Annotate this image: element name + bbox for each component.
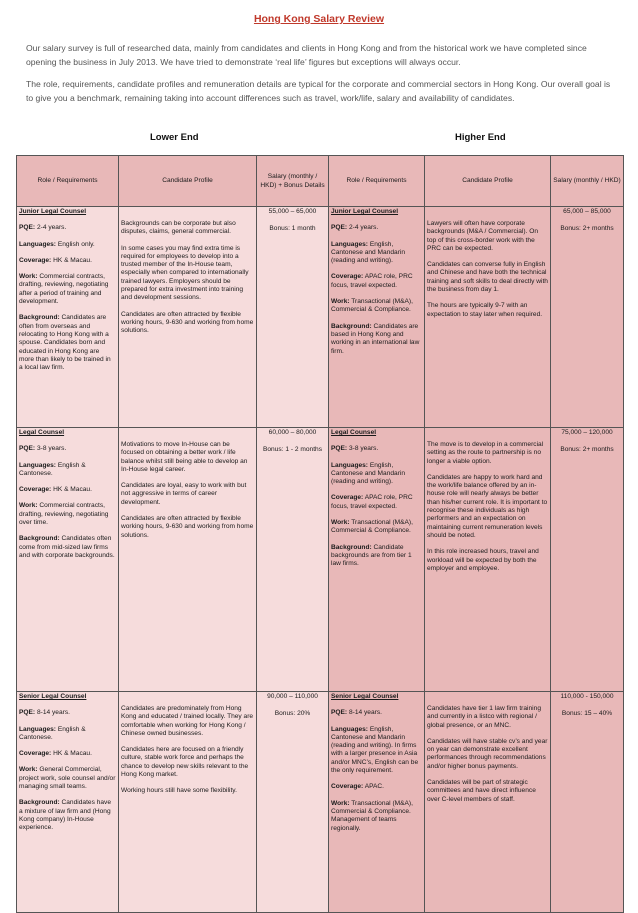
requirement-value: English, Cantonese and Mandarin (reading and writing). <box>331 461 406 486</box>
role-title: Junior Legal Counsel <box>331 208 399 215</box>
requirement-languages <box>331 462 422 487</box>
requirement-label: PQE: <box>331 224 348 232</box>
candidate-profile-cell-higher <box>425 207 551 428</box>
profile-paragraph: Candidates will have stable cv’s and year on year can demonstrate excellent performances through recommendations and/or higher bonus payments. <box>427 737 548 770</box>
bonus-details: Bonus: 2+ months <box>560 225 614 233</box>
role-requirements-cell-higher <box>329 692 425 913</box>
role-requirements-cell-higher <box>329 428 425 692</box>
requirement-label: Work: <box>331 799 350 807</box>
requirement-value: 8-14 years. <box>347 709 382 717</box>
salary-range: 55,000 – 65,000 <box>268 208 317 215</box>
bonus-details: Bonus: 2+ months <box>560 446 614 454</box>
requirement-value: HK & Macau. <box>51 486 92 494</box>
requirement-value: 2-4 years. <box>35 224 67 232</box>
requirement-value: Candidates often come from mid-sized law firms and with corporate backgrounds. <box>19 535 115 559</box>
requirement-work <box>331 519 422 536</box>
role-title: Junior Legal Counsel <box>19 208 87 215</box>
requirement-label: Background: <box>19 535 60 543</box>
page-title: Hong Kong Salary Review <box>253 13 385 25</box>
requirement-languages <box>331 241 422 266</box>
requirement-pqe <box>19 224 116 232</box>
requirement-value: Commercial contracts, drafting, reviewing, negotiating over time. <box>19 502 109 527</box>
bonus-details: Bonus: 15 – 40% <box>561 710 613 718</box>
profile-paragraph: Candidates are often attracted by flexible working hours, 9-630 and working from home solutions. <box>121 515 254 539</box>
profile-paragraph: The hours are typically 9-7 with an expectation to stay later when required. <box>427 302 543 318</box>
requirement-label: Languages: <box>331 725 369 733</box>
requirement-value: English & Cantonese. <box>19 461 86 477</box>
role-requirements-cell-lower <box>17 692 119 913</box>
requirement-label: PQE: <box>331 709 348 717</box>
salary-cell-lower <box>257 428 329 692</box>
role-requirements-cell-higher <box>329 207 425 428</box>
requirement-label: Background: <box>19 314 60 322</box>
requirement-label: Work: <box>19 502 38 510</box>
profile-paragraph: Working hours still have some flexibility. <box>121 787 237 795</box>
requirement-work <box>331 298 422 315</box>
role-title: Senior Legal Counsel <box>19 693 87 700</box>
requirement-label: Coverage: <box>19 256 52 264</box>
requirement-pqe <box>331 224 422 232</box>
requirement-label: Languages: <box>331 461 369 469</box>
requirement-label: Languages: <box>19 240 57 248</box>
header-role-higher: Role / Requirements <box>329 156 425 207</box>
header-role-lower: Role / Requirements <box>17 156 119 207</box>
table-header-row <box>17 156 624 207</box>
requirement-work <box>19 502 116 527</box>
requirement-value: 2-4 years. <box>347 224 379 232</box>
requirement-background <box>331 544 422 569</box>
requirement-background <box>19 314 116 372</box>
requirement-value: 8-14 years. <box>35 709 70 717</box>
requirement-label: Languages: <box>19 725 57 733</box>
profile-paragraph: In this role increased hours, travel and workload will be expected by both the employer and employee. <box>427 548 539 572</box>
salary-cell-lower <box>257 692 329 913</box>
requirement-value: Candidates are based in Hong Kong and working in an international law firm. <box>331 322 420 355</box>
profile-paragraph: Candidates are often attracted by flexible working hours, 9-630 and working from home solutions. <box>121 310 254 335</box>
intro-paragraph-2: The role, requirements, candidate profiles and remuneration details are typical for the corporate and commercial sectors in Hong Kong. Our overall goal is to give you a benchmark, remaining taking into account differences such as travel, work/life, salary and availability of candidates. <box>26 79 611 103</box>
profile-paragraph: Candidates can converse fully in English and Chinese and have both the technical training and soft skills to deal directly with the business from day 1. <box>427 261 548 294</box>
requirement-coverage <box>19 257 116 265</box>
profile-paragraph: Backgrounds can be corporate but also disputes, claims, general commercial. <box>121 220 236 236</box>
profile-paragraph: Candidates will be part of strategic committees and have direct influence over C-level members of staff. <box>427 779 536 803</box>
salary-range: 75,000 – 120,000 <box>561 429 613 436</box>
requirement-label: Coverage: <box>331 494 364 502</box>
candidate-profile-cell-lower <box>119 692 257 913</box>
requirement-coverage <box>331 494 422 511</box>
salary-range: 65,000 – 85,000 <box>563 208 611 215</box>
requirement-pqe <box>19 445 116 453</box>
profile-paragraph: Candidates are predominately from Hong Kong and educated / trained locally. They are comfortable when working for Hong Kong / Chinese owned businesses. <box>121 705 254 737</box>
profile-paragraph: Candidates are happy to work hard and the work/life balance offered by an in-house role will nearly always be better than his/her current role. It is important to recognise these individuals as high performers and an expectation on maintaining current remuneration levels should be noted. <box>427 473 548 539</box>
requirement-value: HK & Macau. <box>51 750 92 758</box>
salary-range: 90,000 – 110,000 <box>267 693 318 700</box>
requirement-label: PQE: <box>19 445 36 453</box>
requirement-value: APAC role, PRC focus, travel expected. <box>331 273 413 289</box>
requirement-languages <box>19 726 116 743</box>
requirement-label: Background: <box>331 322 372 330</box>
requirement-label: Work: <box>19 766 38 774</box>
salary-cell-higher <box>551 428 624 692</box>
requirement-pqe <box>331 709 422 717</box>
profile-paragraph: Motivations to move In-House can be focused on obtaining a better work / life balance whilst still being able to develop an In-House legal career. <box>121 441 248 473</box>
role-requirements-cell-lower <box>17 428 119 692</box>
requirement-value: Candidate backgrounds are from tier 1 law firms. <box>331 543 412 568</box>
requirement-label: Work: <box>331 298 350 306</box>
requirement-background <box>19 799 116 832</box>
profile-paragraph: Lawyers will often have corporate backgrounds (M&A / Commercial). On top of this cross-border work with the PRC can be expected. <box>427 220 539 252</box>
header-salary-higher: Salary (monthly / HKD) <box>551 156 624 207</box>
lower-end-label: Lower End <box>150 132 199 143</box>
requirement-value: APAC. <box>363 783 385 791</box>
requirement-value: General Commercial, project work, sole counsel and/or managing small teams. <box>19 766 116 791</box>
profile-paragraph: Candidates have tier 1 law firm training and currently in a listco with regional / global presence, or an MNC. <box>427 705 541 729</box>
salary-cell-lower <box>257 207 329 428</box>
requirement-coverage <box>331 273 422 290</box>
candidate-profile-cell-lower <box>119 207 257 428</box>
role-requirements-cell-lower <box>17 207 119 428</box>
header-profile-lower: Candidate Profile <box>119 156 257 207</box>
table-row <box>17 428 624 692</box>
requirement-value: English, Cantonese and Mandarin (reading and writing). In firms with a larger presence in Asia and/or MNC’s, English can be the only requirement. <box>331 725 419 775</box>
bonus-details: Bonus: 1 month <box>269 225 316 233</box>
requirement-work <box>331 800 422 833</box>
requirement-value: Transactional (M&A), Commercial & Compliance. Management of teams regionally. <box>331 799 413 832</box>
requirement-label: Coverage: <box>331 783 364 791</box>
salary-range: 110,000 - 150,000 <box>560 693 614 700</box>
requirement-label: Languages: <box>19 461 57 469</box>
salary-cell-higher <box>551 692 624 913</box>
higher-end-label: Higher End <box>455 132 506 143</box>
requirement-label: Work: <box>331 519 350 527</box>
requirement-value: Transactional (M&A), Commercial & Compliance. <box>331 519 413 535</box>
requirement-languages <box>19 241 116 249</box>
candidate-profile-cell-higher <box>425 692 551 913</box>
requirement-label: Background: <box>19 799 60 807</box>
requirement-coverage <box>19 750 116 758</box>
requirement-pqe <box>331 445 422 453</box>
profile-paragraph: In some cases you may find extra time is required for employees to develop into a trusted member of the In-House team, especially when compared to internationally trained lawyers. Employers should be prepared for extra investment into training and development sessions. <box>121 244 249 302</box>
requirement-work <box>19 273 116 306</box>
requirement-label: Coverage: <box>19 486 52 494</box>
requirement-pqe <box>19 709 116 717</box>
requirement-value: Commercial contracts, drafting, reviewing, negotiating after a period of training and development. <box>19 273 109 306</box>
bonus-details: Bonus: 20% <box>274 710 311 718</box>
requirement-label: PQE: <box>19 224 36 232</box>
role-title: Legal Counsel <box>331 429 377 436</box>
requirement-value: English & Cantonese. <box>19 725 86 741</box>
candidate-profile-cell-higher <box>425 428 551 692</box>
requirement-value: 3-8 years. <box>35 445 67 453</box>
requirement-value: English only. <box>56 240 95 248</box>
header-salary-lower: Salary (monthly / HKD) + Bonus Details <box>257 156 329 207</box>
requirement-value: APAC role, PRC focus, travel expected. <box>331 494 413 510</box>
role-title: Legal Counsel <box>19 429 65 436</box>
salary-cell-higher <box>551 207 624 428</box>
requirement-label: PQE: <box>331 445 348 453</box>
requirement-value: English, Cantonese and Mandarin (reading and writing). <box>331 240 406 265</box>
requirement-label: Background: <box>331 543 372 551</box>
requirement-value: Transactional (M&A), Commercial & Compliance. <box>331 298 413 314</box>
requirement-background <box>331 323 422 356</box>
requirement-coverage <box>331 783 422 791</box>
salary-range: 60,000 – 80,000 <box>268 429 317 436</box>
requirement-value: Candidates have a mixture of law firm and (Hong Kong company) In-House experience. <box>19 799 111 832</box>
candidate-profile-cell-lower <box>119 428 257 692</box>
salary-table <box>16 155 624 913</box>
profile-paragraph: The move is to develop in a commercial setting as the route to partnership is no longer a viable option. <box>427 441 544 465</box>
role-title: Senior Legal Counsel <box>331 693 399 700</box>
profile-paragraph: Candidates are loyal, easy to work with but not aggressive in terms of career development. <box>121 482 247 506</box>
requirement-work <box>19 766 116 791</box>
profile-paragraph: Candidates here are focused on a friendly culture, stable work force and perhaps the chance to develop new skills relevant to the Hong Kong market. <box>121 746 249 779</box>
requirement-background <box>19 535 116 560</box>
intro-paragraph-1: Our salary survey is full of researched data, mainly from candidates and clients in Hong Kong and from the historical work we have completed since opening the business in July 2013. We have tried to demonstrate ‘real life’ figures but exceptions will always occur. <box>26 43 587 67</box>
requirement-label: Languages: <box>331 240 369 248</box>
requirement-label: Work: <box>19 273 38 281</box>
requirement-label: Coverage: <box>19 750 52 758</box>
requirement-value: HK & Macau. <box>51 256 92 264</box>
requirement-label: PQE: <box>19 709 36 717</box>
requirement-languages <box>331 726 422 776</box>
bonus-details: Bonus: 1 - 2 months <box>262 446 322 454</box>
table-row <box>17 692 624 913</box>
table-row <box>17 207 624 428</box>
requirement-label: Coverage: <box>331 273 364 281</box>
requirement-languages <box>19 462 116 479</box>
requirement-coverage <box>19 486 116 494</box>
header-profile-higher: Candidate Profile <box>425 156 551 207</box>
requirement-value: Candidates are often from overseas and relocating to Hong Kong with a spouse. Candidates born and educated in Hong Kong are more than likely to be trained in a local law firm. <box>19 314 111 372</box>
requirement-value: 3-8 years. <box>347 445 379 453</box>
